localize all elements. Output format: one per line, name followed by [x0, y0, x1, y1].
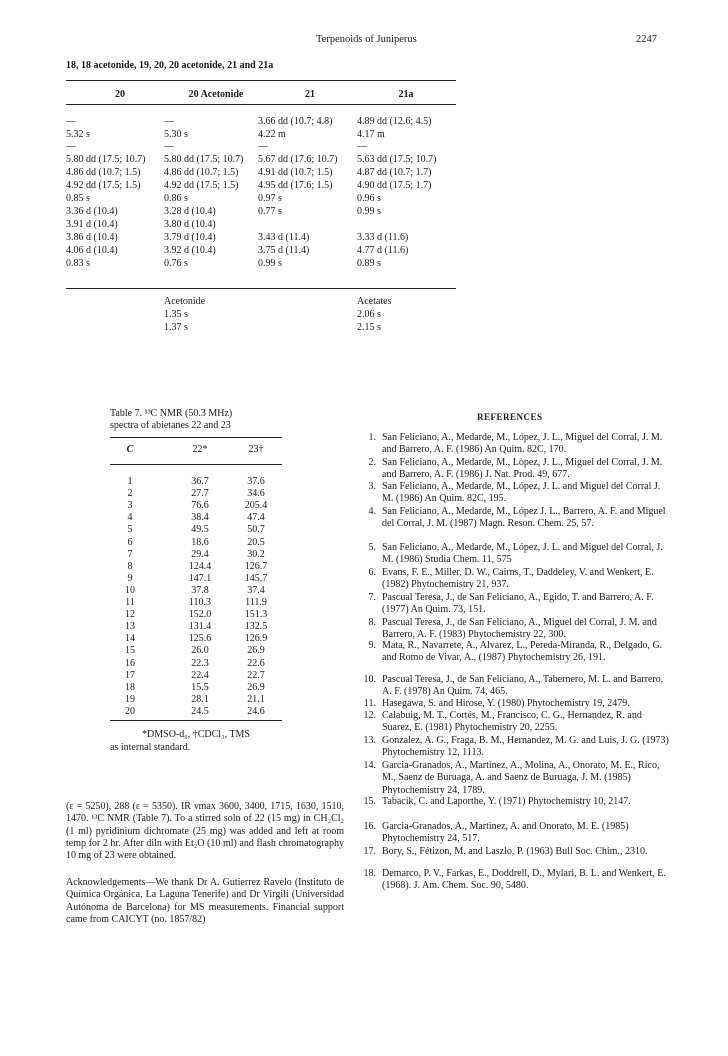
- table-cell: 22.3: [191, 657, 209, 669]
- running-title: Terpenoids of Juniperus: [316, 34, 417, 45]
- reference-text: Hasegawa, S. and Hirose, Y. (1980) Phytochemistry 19, 2479.: [382, 698, 630, 709]
- table-cell: 0.89 s: [357, 258, 381, 269]
- references-heading: REFERENCES: [477, 412, 543, 422]
- reference-item: [362, 796, 672, 808]
- reference-number: 5.: [368, 542, 376, 553]
- table-cell: 76.6: [191, 500, 209, 512]
- experimental-paragraph: (ε = 5250), 288 (ε = 5350). IR νmax 3600, 3400, 1715, 1630, 1510, 1470. ¹³C NMR (Table 7). To a stirred soln of 22 (15 mg) in CH₂Cl₂ (1 ml) pyridinium dichromate (25 mg) was added and left at room temp for 2 hr. After diln with Et₂O (10 ml) and flash chromatography 10 mg of 23 were obtained.: [66, 801, 344, 862]
- reference-number: 9.: [368, 640, 376, 651]
- acetonide-label: Acetonide: [164, 296, 206, 307]
- reference-text: Pascual Teresa, J., de San Feliciano, A., Tabernero, M. L. and Barrero, A. F. (1978) An Quim. 74, 465.: [382, 674, 664, 698]
- reference-item: [362, 821, 672, 846]
- table-cell: 145.7: [244, 572, 268, 584]
- table7-rule-bottom: [110, 720, 282, 721]
- reference-number: 17.: [363, 846, 376, 857]
- reference-item: [362, 617, 672, 642]
- table-cell: 0.99 s: [357, 206, 381, 217]
- table-cell: 22.4: [191, 669, 209, 681]
- reference-text: Evans, F. E., Miller, D. W., Cairns, T., Daddeley, V. and Wenkert, E. (1982) Phytochemistry 21, 937.: [382, 567, 654, 591]
- reference-item: [362, 592, 672, 617]
- table-cell: 4: [127, 512, 133, 524]
- table-cell: 18: [125, 681, 135, 693]
- reference-item: [362, 674, 672, 699]
- column-header: 21a: [398, 89, 414, 100]
- table-cell: 0.76 s: [164, 258, 188, 269]
- table-cell: 5.63 dd (17.5; 10.7): [357, 154, 437, 165]
- reference-item: [362, 640, 672, 665]
- table-cell: 3.28 d (10.4): [164, 206, 216, 217]
- table-cell: 4.06 d (10.4): [66, 245, 118, 256]
- table-cell: 0.97 s: [258, 193, 282, 204]
- table-cell: 4.92 dd (17.5; 1.5): [164, 180, 239, 191]
- table-cell: 26.9: [247, 681, 265, 693]
- table-cell: 50.7: [247, 524, 265, 536]
- table-cell: 125.6: [188, 633, 212, 645]
- table-cell: 3.66 dd (10.7; 4.8): [258, 116, 333, 127]
- table-rule-top: [66, 80, 456, 81]
- table-cell: 6: [127, 536, 133, 548]
- reference-number: 2.: [368, 457, 376, 468]
- table-cell: 37.6: [247, 476, 265, 487]
- reference-text: Tabacik, C. and Laporthe, Y. (1971) Phytochemistry 10, 2147.: [382, 796, 631, 807]
- table-cell: 151.3: [244, 609, 268, 621]
- table-cell: 7: [127, 548, 133, 560]
- reference-number: 16.: [363, 821, 376, 832]
- table-cell: 4.17 m: [357, 129, 385, 140]
- table-cell: 15.5: [191, 681, 209, 693]
- acetates-value: 2.15 s: [357, 322, 381, 333]
- table-cell: 37.4: [247, 584, 265, 596]
- reference-text: Bory, S., Fétizon, M. and Laszlo, P. (1963) Bull Soc. Chim., 2310.: [382, 846, 648, 857]
- table-cell: 3.80 d (10.4): [164, 219, 216, 230]
- table-cell: 36.7: [191, 476, 209, 487]
- reference-item: [362, 506, 672, 531]
- reference-item: [362, 710, 672, 735]
- table-cell: 110.3: [188, 597, 212, 608]
- table-cell: 111.9: [245, 597, 267, 608]
- table-cell: —: [357, 141, 367, 152]
- table-cell: —: [164, 116, 174, 127]
- reference-text: Mata, R., Navarrete, A., Alvarez, L., Pereda-Miranda, R., Delgado, G. and Romo de Vivar, A., (1987) Phytochemistry 26, 191.: [382, 640, 663, 664]
- reference-item: [362, 457, 672, 482]
- reference-number: 8.: [368, 617, 376, 628]
- acetates-value: 2.06 s: [357, 309, 381, 320]
- table-cell: 3.92 d (10.4): [164, 245, 216, 256]
- table-cell: 3.33 d (11.6): [357, 232, 409, 243]
- table-cell: 8: [127, 560, 133, 572]
- table-cell: 126.9: [244, 633, 268, 645]
- table-cell: 28.1: [191, 693, 209, 705]
- acknowledgements-paragraph: Acknowledgements—We thank Dr A. Gutierrez Ravelo (Instituto de Química Orgánica, La Laguna Tenerife) and Dr Virgili (Universidad Autónoma de Barcelona) for MS measurements. Financial support came from CAICYT (no. 1857/82): [66, 877, 344, 925]
- table-cell: 0.77 s: [258, 206, 282, 217]
- table-cell: 3.79 d (10.4): [164, 232, 216, 243]
- table-cell: 3.86 d (10.4): [66, 232, 118, 243]
- reference-text: San Feliciano, A., Medarde, M., Lòpez, J. L., Miguel del Corral, J. M. and Barrero, A. F. (1986) J. Nat. Prod. 49, 677.: [382, 457, 663, 481]
- table-cell: 0.96 s: [357, 193, 381, 204]
- reference-item: [362, 846, 672, 858]
- reference-number: 14.: [363, 760, 376, 771]
- table-cell: 147.1: [188, 572, 212, 584]
- table-cell: 152.0: [188, 609, 212, 621]
- table-cell: —: [164, 141, 174, 152]
- reference-number: 7.: [368, 592, 376, 603]
- table-cell: 15: [125, 645, 135, 657]
- table-cell: 11: [125, 597, 135, 608]
- reference-text: Garcia-Granados, A., Martinez, A., Molina, A., Onorato, M. E., Rico, M., Saenz de Buruaga, A. and Saenz de Buruaga, J. M. (1985) Phytochemistry 24, 1789.: [382, 760, 660, 796]
- reference-item: [362, 481, 672, 506]
- table-cell: 5.80 dd (17.5; 10.7): [66, 154, 146, 165]
- table-cell: 27.7: [191, 488, 209, 500]
- table-cell: 132.5: [244, 621, 268, 633]
- table-cell: 30.2: [247, 548, 265, 560]
- table-cell: 18.6: [191, 536, 209, 548]
- table-cell: 22.6: [247, 657, 265, 669]
- table-cell: 205.4: [244, 500, 268, 512]
- reference-number: 12.: [363, 710, 376, 721]
- table-cell: 5.80 dd (17.5; 10.7): [164, 154, 244, 165]
- table-cell: 5: [127, 524, 133, 536]
- reference-item: [362, 735, 672, 760]
- table-cell: 19: [125, 693, 135, 705]
- reference-number: 10.: [363, 674, 376, 685]
- reference-text: San Feliciano, A., Medarde, M., López, J. L. and Miguel del Corral, J. M. (1986) Studia Chem. 11, 575: [382, 542, 663, 566]
- table-caption: 18, 18 acetonide, 19, 20, 20 acetonide, 21 and 21a: [66, 60, 274, 71]
- table-cell: 3.91 d (10.4): [66, 219, 118, 230]
- reference-text: Pascual Teresa, J., de San Feliciano, A., Egido, T. and Barrero, A. F. (1977) An Quim. 73, 151.: [382, 592, 654, 616]
- column-header: 20 Acetonide: [188, 89, 244, 100]
- reference-text: San Feliciano, A., Medarde, M., López J. L., Barrero, A. F. and Miguel del Corral, J. M. (1987) Magn. Reson. Chem. 25, 57.: [382, 506, 666, 530]
- reference-item: [362, 760, 672, 797]
- table-cell: 20.5: [247, 536, 265, 548]
- column-header: C: [126, 444, 134, 455]
- table-cell: 5.67 dd (17.6; 10.7): [258, 154, 338, 165]
- table-cell: 131.4: [188, 621, 212, 633]
- acetates-label: Acetates: [357, 296, 392, 307]
- reference-number: 11.: [363, 698, 376, 709]
- table-cell: 3.43 d (11.4): [258, 232, 310, 243]
- table-cell: 4.86 dd (10.7; 1.5): [66, 167, 141, 178]
- table-cell: 124.4: [188, 560, 212, 572]
- table-cell: 4.77 d (11.6): [357, 245, 409, 256]
- table-cell: 0.99 s: [258, 258, 282, 269]
- table-cell: 13: [125, 621, 135, 633]
- column-header: 22*: [192, 444, 208, 455]
- table-cell: —: [66, 141, 76, 152]
- page-number: 2247: [636, 34, 657, 45]
- reference-number: 1.: [368, 432, 376, 443]
- reference-text: Gonzalez, A. G., Fraga, B. M., Hernandez, M. G. and Luis, J. G. (1973) Phytochemistry 12, 1113.: [382, 735, 669, 759]
- table-cell: 4.91 dd (10.7; 1.5): [258, 167, 333, 178]
- table-rule-header: [66, 104, 456, 105]
- reference-text: Calabuig, M. T., Cortés, M., Francisco, C. G., Hernandez, R. and Suarez, E. (1981) Phytochemistry 20, 2255.: [382, 710, 642, 734]
- table-cell: 5.32 s: [66, 129, 90, 140]
- reference-item: [362, 567, 672, 592]
- column-header: 23†: [248, 444, 264, 455]
- table-cell: 34.6: [247, 488, 265, 500]
- reference-number: 13.: [363, 735, 376, 746]
- table-cell: 3.36 d (10.4): [66, 206, 118, 217]
- table7-footnote: *DMSO-d₆, †CDCl₃, TMS: [142, 729, 250, 740]
- table-cell: 24.5: [191, 705, 209, 717]
- reference-text: Demarco, P. V., Farkas, E., Doddrell, D., Mylari, B. L. and Wenkert, E. (1968). J. Am. Chem. Soc. 90, 5480.: [382, 868, 666, 892]
- column-header: 20: [115, 89, 125, 100]
- table-cell: 20: [125, 705, 135, 717]
- reference-item: [362, 542, 672, 567]
- table-cell: 12: [125, 609, 135, 621]
- table-cell: 5.30 s: [164, 129, 188, 140]
- table-cell: 9: [127, 572, 133, 584]
- table-cell: 1: [127, 476, 133, 487]
- column-header: 21: [305, 89, 315, 100]
- table-cell: —: [258, 141, 268, 152]
- reference-text: Pascual Teresa, J., de San Feliciano, A., Miguel del Corral, J. M. and Barrero, A. F. (1983) Phytochemistry 22, 300.: [382, 617, 657, 641]
- table-cell: 4.87 dd (10.7; 1.7): [357, 167, 432, 178]
- table7-footnote-cont: as internal standard.: [110, 742, 191, 753]
- reference-number: 18.: [363, 868, 376, 879]
- table-cell: 14: [125, 633, 135, 645]
- table-cell: 4.92 dd (17.5; 1.5): [66, 180, 141, 191]
- table-cell: 22.7: [247, 669, 265, 681]
- reference-text: San Feliciano, A., Medarde, M., López, J. L., Miguel del Corral, J. M. and Barrero, A. F. (1986) An Quim. 82C, 170.: [382, 432, 663, 456]
- table7-caption: Table 7. ¹³C NMR (50.3 MHz) spectra of abietanes 22 and 23: [110, 408, 233, 431]
- table-cell: 29.4: [191, 548, 209, 560]
- table-cell: —: [66, 116, 76, 127]
- table-cell: 16: [125, 657, 135, 669]
- table-cell: 26.0: [191, 645, 209, 657]
- reference-item: [362, 432, 672, 457]
- table-cell: 38.4: [191, 512, 209, 524]
- reference-text: San Feliciano, A., Medarde, M., López, J. L. and Miguel del Corral J. M. (1986) An Quim. 82C, 195.: [382, 481, 661, 505]
- table-cell: 26.9: [247, 645, 265, 657]
- table-cell: 17: [125, 669, 135, 681]
- reference-text: Garcia-Granados, A., Martinez, A. and Onorato, M. E. (1985) Phytochemistry 24, 517.: [382, 821, 629, 845]
- table-cell: 0.86 s: [164, 193, 188, 204]
- reference-item: [362, 868, 672, 893]
- table7-rule-top: [110, 437, 282, 438]
- table-cell: 4.90 dd (17.5; 1.7): [357, 180, 432, 191]
- table-cell: 3: [127, 500, 133, 512]
- table-cell: 47.4: [247, 512, 265, 524]
- table-cell: 4.86 dd (10.7; 1.5): [164, 167, 239, 178]
- table-cell: 0.85 s: [66, 193, 90, 204]
- table-cell: 0.83 s: [66, 258, 90, 269]
- table-cell: 49.5: [191, 524, 209, 536]
- reference-number: 4.: [368, 506, 376, 517]
- table-cell: 21.1: [247, 693, 265, 705]
- table7-rule-header: [110, 464, 282, 465]
- table-cell: 37.8: [191, 584, 209, 596]
- table-cell: 4.22 m: [258, 129, 286, 140]
- reference-number: 15.: [363, 796, 376, 807]
- table-cell: 126.7: [244, 560, 268, 572]
- table-cell: 24.6: [247, 705, 265, 717]
- table-cell: 3.75 d (11.4): [258, 245, 310, 256]
- acetonide-value: 1.35 s: [164, 309, 188, 320]
- table-cell: 4.95 dd (17.6; 1.5): [258, 180, 333, 191]
- table-rule-bottom: [66, 288, 456, 289]
- reference-number: 6.: [368, 567, 376, 578]
- table-cell: 4.89 dd (12.6; 4.5): [357, 116, 432, 127]
- table-cell: 2: [127, 488, 133, 500]
- reference-item: [362, 698, 672, 710]
- reference-number: 3.: [368, 481, 376, 492]
- acetonide-value: 1.37 s: [164, 322, 188, 333]
- table-cell: 10: [125, 584, 135, 596]
